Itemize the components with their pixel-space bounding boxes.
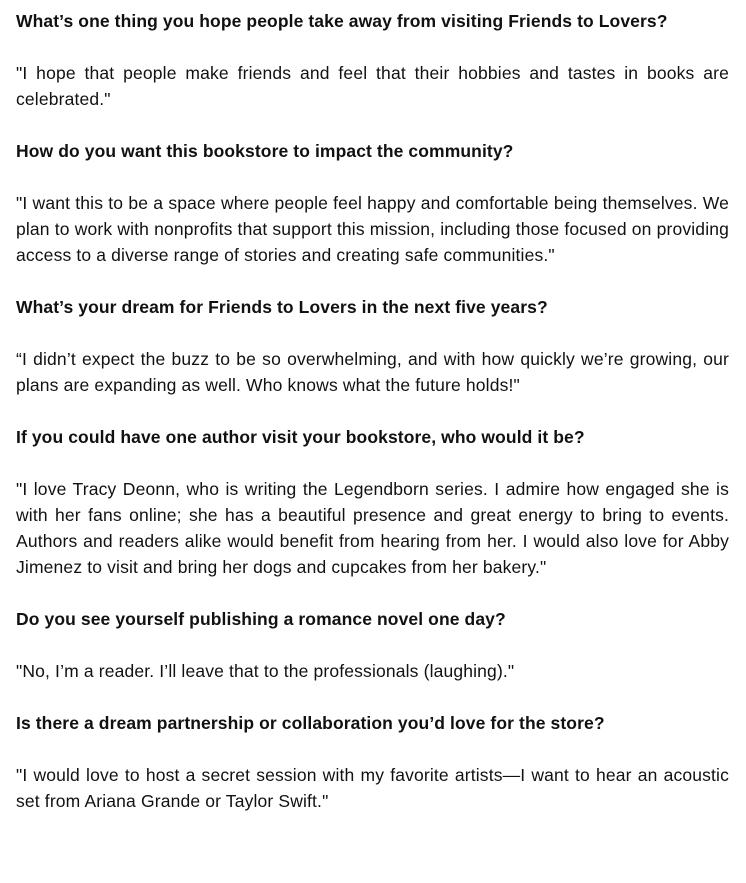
qa-block-5 (16, 606, 729, 684)
question-heading: Do you see yourself publishing a romance novel one day? (16, 609, 506, 629)
answer-paragraph: "I would love to host a secret session with my favorite artists—I want to hear an acoustic set from Ariana Grande or Taylor Swift." (16, 765, 729, 811)
answer-paragraph: “I didn’t expect the buzz to be so overwhelming, and with how quickly we’re growing, our plans are expanding as well. Who knows what the future holds!" (16, 349, 729, 395)
qa-block-6 (16, 710, 729, 814)
question-heading: Is there a dream partnership or collaboration you’d love for the store? (16, 713, 605, 733)
answer-paragraph: "No, I’m a reader. I’ll leave that to the professionals (laughing)." (16, 661, 515, 681)
qa-block-4 (16, 424, 729, 580)
question-heading: If you could have one author visit your bookstore, who would it be? (16, 427, 585, 447)
qa-block-2 (16, 138, 729, 268)
question-heading: What’s your dream for Friends to Lovers in the next five years? (16, 297, 548, 317)
question-heading: How do you want this bookstore to impact the community? (16, 141, 514, 161)
answer-paragraph: "I love Tracy Deonn, who is writing the Legendborn series. I admire how engaged she is with her fans online; she has a beautiful presence and great energy to bring to events. Authors and readers alike would benefit from hearing from her. I would also love for Abby Jimenez to visit and bring her dogs and cupcakes from her bakery." (16, 479, 729, 577)
qa-block-1 (16, 8, 729, 112)
answer-paragraph: "I want this to be a space where people feel happy and comfortable being themselves. We plan to work with nonprofits that support this mission, including those focused on providing access to a diverse range of stories and creating safe communities." (16, 193, 729, 265)
qa-block-3 (16, 294, 729, 398)
question-heading: What’s one thing you hope people take away from visiting Friends to Lovers? (16, 11, 668, 31)
answer-paragraph: "I hope that people make friends and feel that their hobbies and tastes in books are celebrated." (16, 63, 729, 109)
